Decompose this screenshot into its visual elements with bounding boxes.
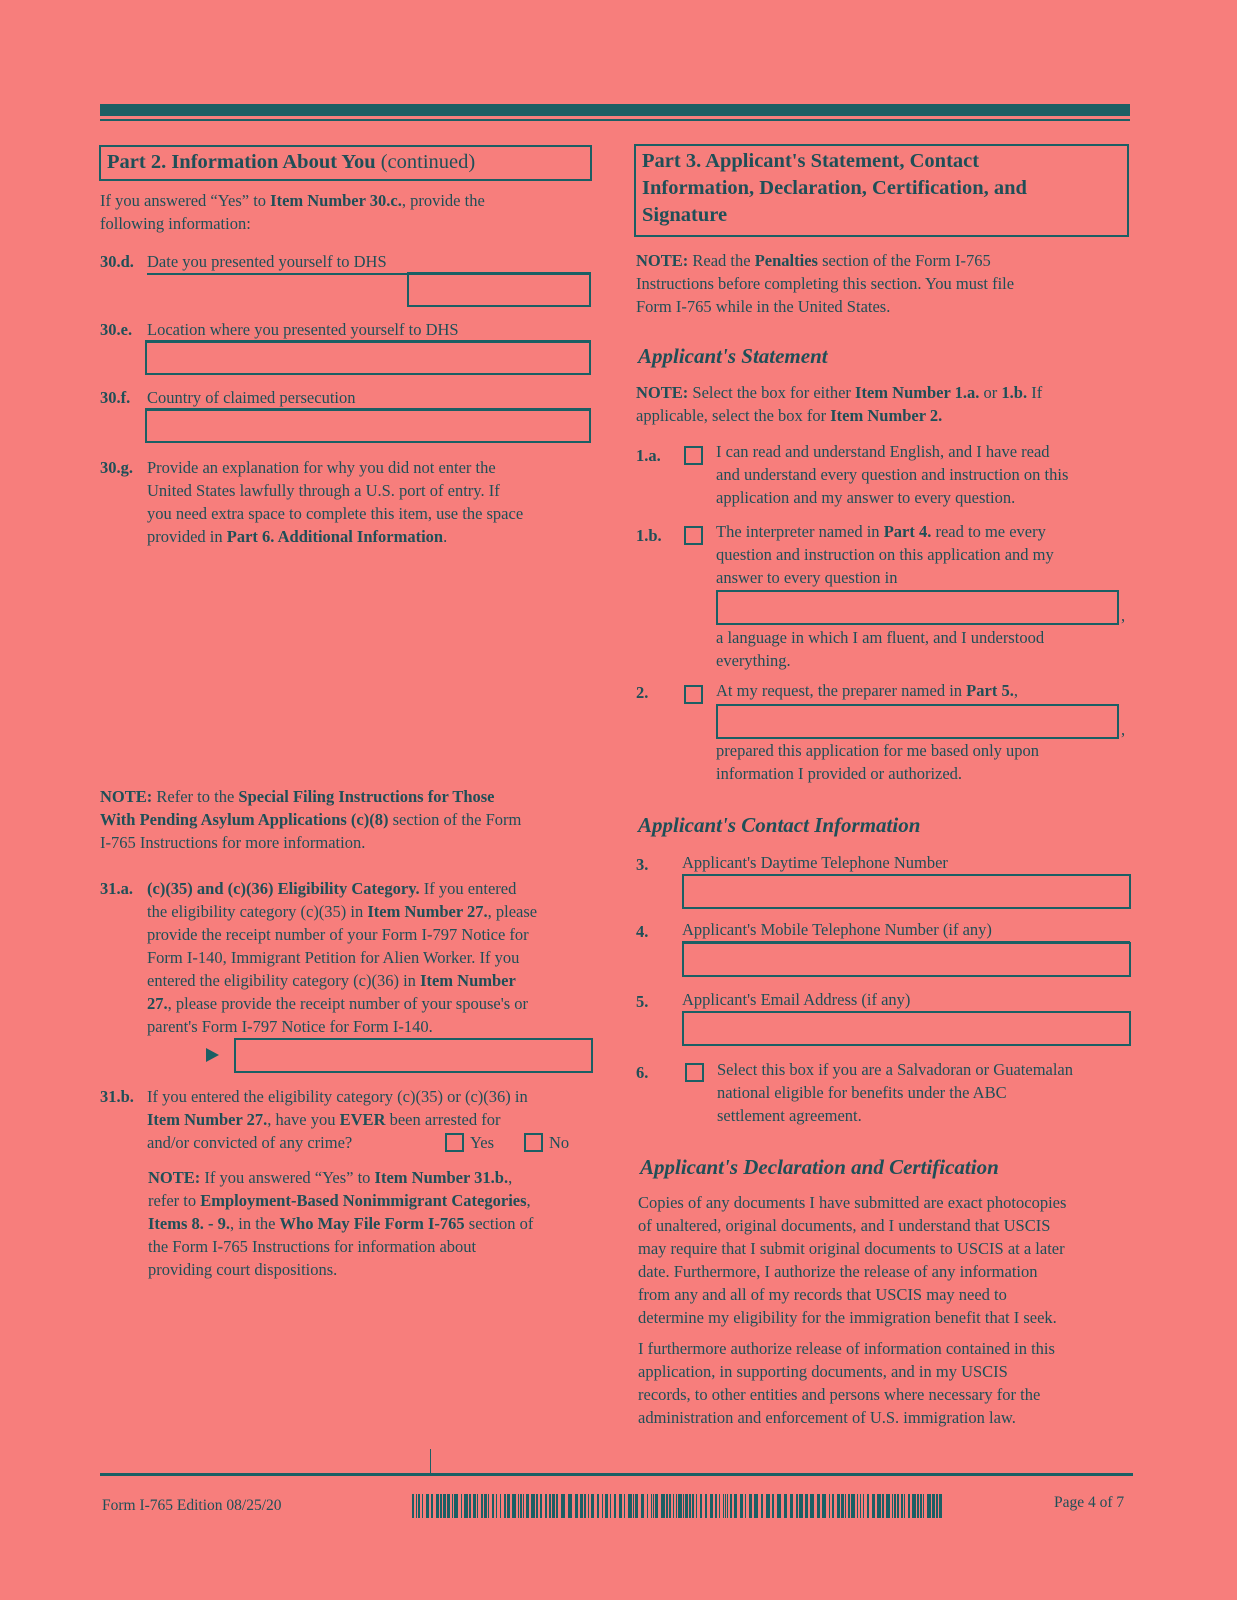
- barcode-bar: [669, 1494, 671, 1518]
- part3-note: NOTE: Read the Penalties section of the Form I-765 Instructions before completing this section. You must file Form I-765 while in the United States.: [636, 251, 1015, 316]
- barcode-bar: [523, 1494, 524, 1518]
- barcode-bar: [556, 1494, 558, 1518]
- barcode-bar: [857, 1494, 858, 1518]
- barcode-bar: [727, 1494, 728, 1518]
- barcode-bar: [614, 1494, 616, 1518]
- barcode-bar: [651, 1494, 652, 1518]
- barcode-bar: [822, 1494, 826, 1518]
- crime-yes-label: Yes: [470, 1133, 495, 1152]
- barcode-bar: [799, 1494, 803, 1518]
- q5-number: 5.: [636, 992, 649, 1011]
- q30g-number: 30.g.: [100, 458, 133, 477]
- crime-no-label: No: [549, 1133, 570, 1152]
- barcode-bar: [431, 1494, 433, 1518]
- barcode-bar: [676, 1494, 677, 1518]
- barcode-bar: [526, 1494, 529, 1518]
- barcode-bar: [540, 1494, 542, 1518]
- barcode-bar: [908, 1494, 910, 1518]
- barcode-bar: [440, 1494, 442, 1518]
- q1b-text: The interpreter named in Part 4. read to me every question and instruction on this application and my answer to every question in: [716, 522, 1054, 587]
- applicant-statement-title: Applicant's Statement: [638, 344, 828, 368]
- q1a-number: 1.a.: [636, 446, 661, 465]
- abc-settlement-checkbox[interactable]: [685, 1063, 704, 1082]
- barcode-bar: [443, 1494, 446, 1518]
- explanation-textarea[interactable]: [147, 552, 591, 776]
- barcode-bar: [817, 1494, 820, 1518]
- barcode-bar: [575, 1494, 578, 1518]
- country-persecution-field[interactable]: [145, 408, 591, 443]
- english-checkbox[interactable]: [684, 446, 703, 465]
- barcode-bar: [860, 1494, 861, 1518]
- barcode-bar: [473, 1494, 476, 1518]
- barcode-bar: [851, 1494, 855, 1518]
- barcode-bar: [867, 1494, 869, 1518]
- barcode-bar: [464, 1494, 468, 1518]
- q6-text: Select this box if you are a Salvadoran or Guatemalan national eligible for benefits under the ABC settlement agreement.: [717, 1060, 1074, 1125]
- daytime-phone-field[interactable]: [682, 874, 1131, 909]
- q30f-number: 30.f.: [100, 388, 131, 407]
- barcode-bar: [628, 1494, 632, 1518]
- barcode-bar: [591, 1494, 594, 1518]
- barcode-bar: [454, 1494, 458, 1518]
- barcode-bar: [647, 1494, 648, 1518]
- part3-header: Part 3. Applicant's Statement, Contact Information, Declaration, Certification, and Signature: [634, 144, 1129, 237]
- q3-label: Applicant's Daytime Telephone Number: [682, 851, 1130, 876]
- barcode-bar: [512, 1494, 516, 1518]
- barcode-bar: [488, 1494, 489, 1518]
- footer-rule: [100, 1473, 1133, 1476]
- barcode-bar: [580, 1494, 583, 1518]
- barcode-bar: [469, 1494, 471, 1518]
- barcode-bar: [715, 1494, 717, 1518]
- barcode-bar: [939, 1494, 942, 1518]
- q31b-text: If you entered the eligibility category (c)(35) or (c)(36) in Item Number 27., have you EVER been arrested for and/or convicted of any crime?: [147, 1087, 528, 1152]
- barcode-bar: [426, 1494, 429, 1518]
- q4-number: 4.: [636, 922, 649, 941]
- part2-note2: NOTE: If you answered “Yes” to Item Number 31.b., refer to Employment-Based Nonimmigrant Categories, Items 8. - 9., in the Who May File Form I-765 section of the Form I-765 Instructions for information about providing court dispositions.: [148, 1168, 534, 1279]
- q2-number: 2.: [636, 683, 649, 702]
- barcode-bar: [619, 1494, 622, 1518]
- barcode-bar: [552, 1494, 555, 1518]
- barcode-bar: [894, 1494, 896, 1518]
- barcode-bar: [683, 1494, 684, 1518]
- barcode-bar: [761, 1494, 763, 1518]
- q1b-number: 1.b.: [636, 526, 662, 545]
- barcode-bar: [661, 1494, 665, 1518]
- barcode-bar: [790, 1494, 793, 1518]
- barcode-bar: [500, 1494, 501, 1518]
- barcode-bar: [734, 1494, 737, 1518]
- q31b-number: 31.b.: [100, 1087, 134, 1106]
- barcode-bar: [882, 1494, 884, 1518]
- barcode-bar: [678, 1494, 682, 1518]
- declaration-paragraph-1: Copies of any documents I have submitted are exact photocopies of unaltered, original documents, and I understand that USCIS may require that I submit original documents to USCIS at a later date. Furthermore, I authorize the release of any information from any and all of my records that USCIS may need to determine my eligibility for the immigration benefit that I seek.: [638, 1193, 1067, 1327]
- interpreter-checkbox[interactable]: [684, 526, 703, 545]
- form-edition: Form I-765 Edition 08/25/20: [102, 1497, 282, 1514]
- barcode-bar: [877, 1494, 881, 1518]
- barcode-bar: [685, 1494, 688, 1518]
- barcode-bar: [452, 1494, 453, 1518]
- q31a-text: (c)(35) and (c)(36) Eligibility Category. If you entered the eligibility category (c)(35) in Item Number 27., please provide the receipt number of your Form I-797 Notice for Form I-140, Immigrant Petition for Alien Worker. If you entered the eligibility category (c)(36) in Item Number 27., please provide the receipt number of your spouse's or parent's Form I-797 Notice for Form I-140.: [147, 879, 538, 1036]
- barcode-bar: [927, 1494, 931, 1518]
- interpreter-language-field[interactable]: [716, 590, 1119, 625]
- barcode-bar: [829, 1494, 830, 1518]
- top-rule-thin: [100, 119, 1130, 121]
- barcode-bar: [635, 1494, 638, 1518]
- barcode-bar: [805, 1494, 808, 1518]
- barcode-bar: [920, 1494, 922, 1518]
- barcode-bar: [492, 1494, 494, 1518]
- barcode-bar: [422, 1494, 423, 1518]
- barcode-bar: [624, 1494, 625, 1518]
- q5-label: Applicant's Email Address (if any): [682, 988, 1130, 1013]
- barcode-bar: [689, 1494, 691, 1518]
- receipt-number-field[interactable]: [234, 1038, 593, 1073]
- barcode-bar: [784, 1494, 787, 1518]
- barcode-bar: [416, 1494, 417, 1518]
- crime-no-checkbox[interactable]: [524, 1133, 543, 1152]
- barcode-bar: [841, 1494, 844, 1518]
- part3-note2: NOTE: Select the box for either Item Number 1.a. or 1.b. If applicable, select the box for Item Number 2.: [636, 383, 1043, 425]
- barcode-bar: [886, 1494, 890, 1518]
- barcode-bar: [719, 1494, 720, 1518]
- barcode-bar: [810, 1494, 814, 1518]
- barcode-bar: [745, 1494, 746, 1518]
- barcode-bar: [477, 1494, 478, 1518]
- barcode-bar: [904, 1494, 905, 1518]
- part2-intro: If you answered “Yes” to Item Number 30.c., provide the following information:: [100, 191, 485, 233]
- barcode-bar: [588, 1494, 589, 1518]
- barcode-bar: [597, 1494, 599, 1518]
- barcode-bar: [696, 1494, 697, 1518]
- barcode-bar: [749, 1494, 752, 1518]
- barcode-bar: [568, 1494, 572, 1518]
- barcode-bar: [725, 1494, 726, 1518]
- barcode-bar: [484, 1494, 487, 1518]
- barcode-bar: [673, 1494, 674, 1518]
- barcode-bar: [832, 1494, 834, 1518]
- barcode-bar: [518, 1494, 519, 1518]
- preparer-checkbox[interactable]: [684, 685, 703, 704]
- q30g-text: Provide an explanation for why you did not enter the United States lawfully through a U.S. port of entry. If you need extra space to complete this item, use the space provided in Part 6. Additional Information.: [147, 458, 524, 546]
- barcode-bar: [447, 1494, 450, 1518]
- q31a-number: 31.a.: [100, 879, 133, 898]
- mobile-phone-field[interactable]: [682, 942, 1131, 977]
- barcode-bar: [536, 1494, 538, 1518]
- barcode-bar: [610, 1494, 611, 1518]
- crime-yes-checkbox[interactable]: [445, 1133, 464, 1152]
- q2-after-text: prepared this application for me based only upon information I provided or authorized.: [716, 741, 1040, 783]
- barcode-bar: [561, 1494, 565, 1518]
- declaration-title: Applicant's Declaration and Certification: [640, 1155, 999, 1179]
- barcode-bar: [777, 1494, 781, 1518]
- barcode-bar: [633, 1494, 634, 1518]
- q30e-label: Location where you presented yourself to DHS: [147, 318, 590, 343]
- barcode-bar: [912, 1494, 916, 1518]
- arrow-right-icon: [206, 1048, 219, 1062]
- contact-info-title: Applicant's Contact Information: [638, 813, 921, 837]
- barcode-bar: [655, 1494, 658, 1518]
- q4-label: Applicant's Mobile Telephone Number (if any): [682, 918, 1130, 943]
- barcode-bar: [700, 1494, 702, 1518]
- q30f-label: Country of claimed persecution: [147, 386, 590, 411]
- barcode-bar: [545, 1494, 547, 1518]
- barcode-bar: [845, 1494, 846, 1518]
- q1a-text: I can read and understand English, and I have read and understand every question and instruction on this application and my answer to every question.: [716, 442, 1069, 507]
- barcode-bar: [418, 1494, 420, 1518]
- q30e-number: 30.e.: [100, 320, 133, 339]
- barcode-bar: [892, 1494, 893, 1518]
- barcode-bar: [520, 1494, 522, 1518]
- barcode-bar: [901, 1494, 903, 1518]
- preparer-name-field[interactable]: [716, 704, 1119, 739]
- part2-header: Part 2. Information About You (continued): [99, 145, 592, 181]
- barcode-bar: [705, 1494, 707, 1518]
- barcode-bar: [605, 1494, 608, 1518]
- barcode-bar: [837, 1494, 840, 1518]
- barcode-bar: [897, 1494, 899, 1518]
- declaration-paragraph-2: I furthermore authorize release of information contained in this application, in supporting documents, and in my USCIS records, to other entities and persons where necessary for the administration and enforcement of U.S. immigration law.: [638, 1339, 1055, 1427]
- barcode-bar: [754, 1494, 758, 1518]
- barcode-bar: [507, 1494, 510, 1518]
- barcode-bar: [872, 1494, 875, 1518]
- q1b-after-text: a language in which I am fluent, and I understood everything.: [716, 628, 1045, 670]
- barcode-bar: [796, 1494, 798, 1518]
- email-field[interactable]: [682, 1011, 1131, 1046]
- comma-text: ,: [1121, 606, 1126, 625]
- barcode-bar: [504, 1494, 506, 1518]
- barcode-bar: [602, 1494, 603, 1518]
- barcode-bar: [549, 1494, 551, 1518]
- q6-number: 6.: [636, 1063, 649, 1082]
- barcode-bar: [461, 1494, 462, 1518]
- barcode-bar: [496, 1494, 497, 1518]
- barcode-bar: [730, 1494, 732, 1518]
- barcode-bar: [692, 1494, 694, 1518]
- barcode-bar: [772, 1494, 774, 1518]
- barcode-bar: [641, 1494, 644, 1518]
- center-tick: [430, 1449, 431, 1474]
- date-presented-field[interactable]: [407, 272, 591, 307]
- barcode-bar: [740, 1494, 743, 1518]
- location-presented-field[interactable]: [145, 340, 591, 375]
- barcode-bar: [412, 1494, 414, 1518]
- barcode-bar: [481, 1494, 483, 1518]
- q2-text: At my request, the preparer named in Part 5.,: [716, 681, 1018, 700]
- barcode-bar: [863, 1494, 864, 1518]
- barcode-bar: [923, 1494, 924, 1518]
- barcode-bar: [666, 1494, 668, 1518]
- q30d-number: 30.d.: [100, 252, 134, 271]
- q3-number: 3.: [636, 855, 649, 874]
- top-rule-thick: [100, 104, 1130, 116]
- barcode-bar: [584, 1494, 586, 1518]
- barcode-bar: [766, 1494, 770, 1518]
- page-number: Page 4 of 7: [1054, 1494, 1125, 1511]
- barcode-bar: [531, 1494, 535, 1518]
- barcode-bar: [436, 1494, 439, 1518]
- barcode-bar: [932, 1494, 935, 1518]
- q30d-label: Date you presented yourself to DHS: [147, 250, 590, 275]
- barcode-bar: [653, 1494, 654, 1518]
- comma-text-2: ,: [1121, 720, 1126, 739]
- barcode-bar: [917, 1494, 919, 1518]
- barcode-bar: [936, 1494, 938, 1518]
- barcode-icon: [412, 1494, 946, 1518]
- barcode-bar: [723, 1494, 724, 1518]
- barcode-bar: [848, 1494, 850, 1518]
- barcode-bar: [710, 1494, 713, 1518]
- part2-note: NOTE: Refer to the Special Filing Instructions for Those With Pending Asylum Applications (c)(8) section of the Form I-765 Instructions for more information.: [100, 787, 522, 852]
